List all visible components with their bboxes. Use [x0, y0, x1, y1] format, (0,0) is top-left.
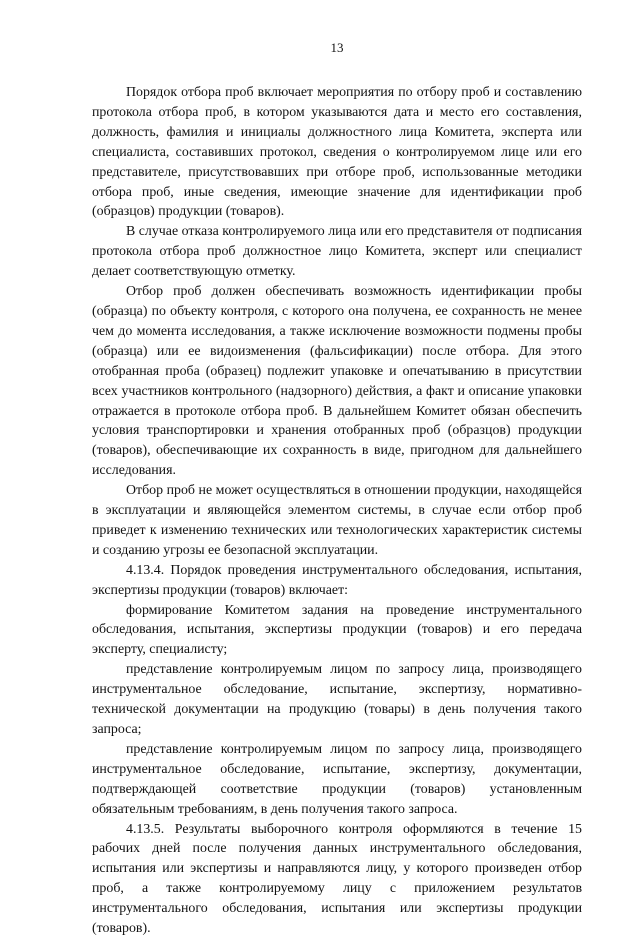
paragraph-sampling-restriction: Отбор проб не может осуществляться в отношении продукции, находящейся в эксплуатации и являющейся элементом системы, в случае если отбор проб приведет к изменению технических или технологических характеристик системы и созданию угрозы ее безопасной эксплуатации. [92, 483, 582, 558]
document-body [92, 83, 582, 939]
paragraph-sampling-procedure: Порядок отбора проб включает мероприятия по отбору проб и составлению протокола отбора проб, в котором указываются дата и место его составления, должность, фамилия и инициалы должностного лица Комитета, эксперта или специалиста, составивших протокол, сведения о контролируемом лице или его представителе, присутствовавших при отборе проб, использованные методики отбора проб, иные сведения, имеющие значение для идентификации проб (образцов) продукции (товаров). [92, 85, 582, 220]
paragraph-sample-integrity: Отбор проб должен обеспечивать возможность идентификации пробы (образца) по объекту контроля, с которого она получена, ее сохранность не менее чем до момента исследования, а также исключение возможности подмены пробы (образца) или ее видоизменения (фальсификации) после отбора. Для этого отобранная проба (образец) подлежит упаковке и опечатыванию в присутствии всех участников контрольного (надзорного) действия, а факт и описание упаковки отражается в протоколе отбора проб. В дальнейшем Комитет обязан обеспечить условия транспортировки и хранения отобранных проб (образцов) продукции (товаров), обеспечивающие их сохранность в виде, пригодном для дальнейшего исследования. [92, 284, 582, 479]
paragraph-refusal-to-sign: В случае отказа контролируемого лица или его представителя от подписания протокола отбора проб должностное лицо Комитета, эксперт или специалист делает соответствующую отметку. [92, 224, 582, 280]
paragraph-4-13-4: 4.13.4. Порядок проведения инструментального обследования, испытания, экспертизы продукции (товаров) включает: [92, 562, 582, 598]
paragraph-technical-documentation: представление контролируемым лицом по запросу лица, производящего инструментальное обследование, испытание, экспертизу, нормативно-технической документации на продукцию (товары) в день получения такого запроса; [92, 662, 582, 737]
page-number: 13 [330, 40, 344, 55]
paragraph-conformity-documentation: представление контролируемым лицом по запросу лица, производящего инструментальное обследование, испытание, экспертизу, документации, подтверждающей соответствие продукции (товаров) установленным обязательным требованиям, в день получения такого запроса. [92, 741, 582, 817]
paragraph-4-13-5: 4.13.5. Результаты выборочного контроля оформляются в течение 15 рабочих дней после получения данных инструментального обследования, испытания или экспертизы и направляются лицу, у которого произведен отбор проб, а также контролируемому лицу с приложением результатов инструментального обследования, испытания или экспертизы продукции (товаров). [92, 821, 582, 937]
paragraph-task-formation: формирование Комитетом задания на проведение инструментального обследования, испытания, экспертизы продукции (товаров) и его передача эксперту, специалисту; [92, 602, 582, 658]
